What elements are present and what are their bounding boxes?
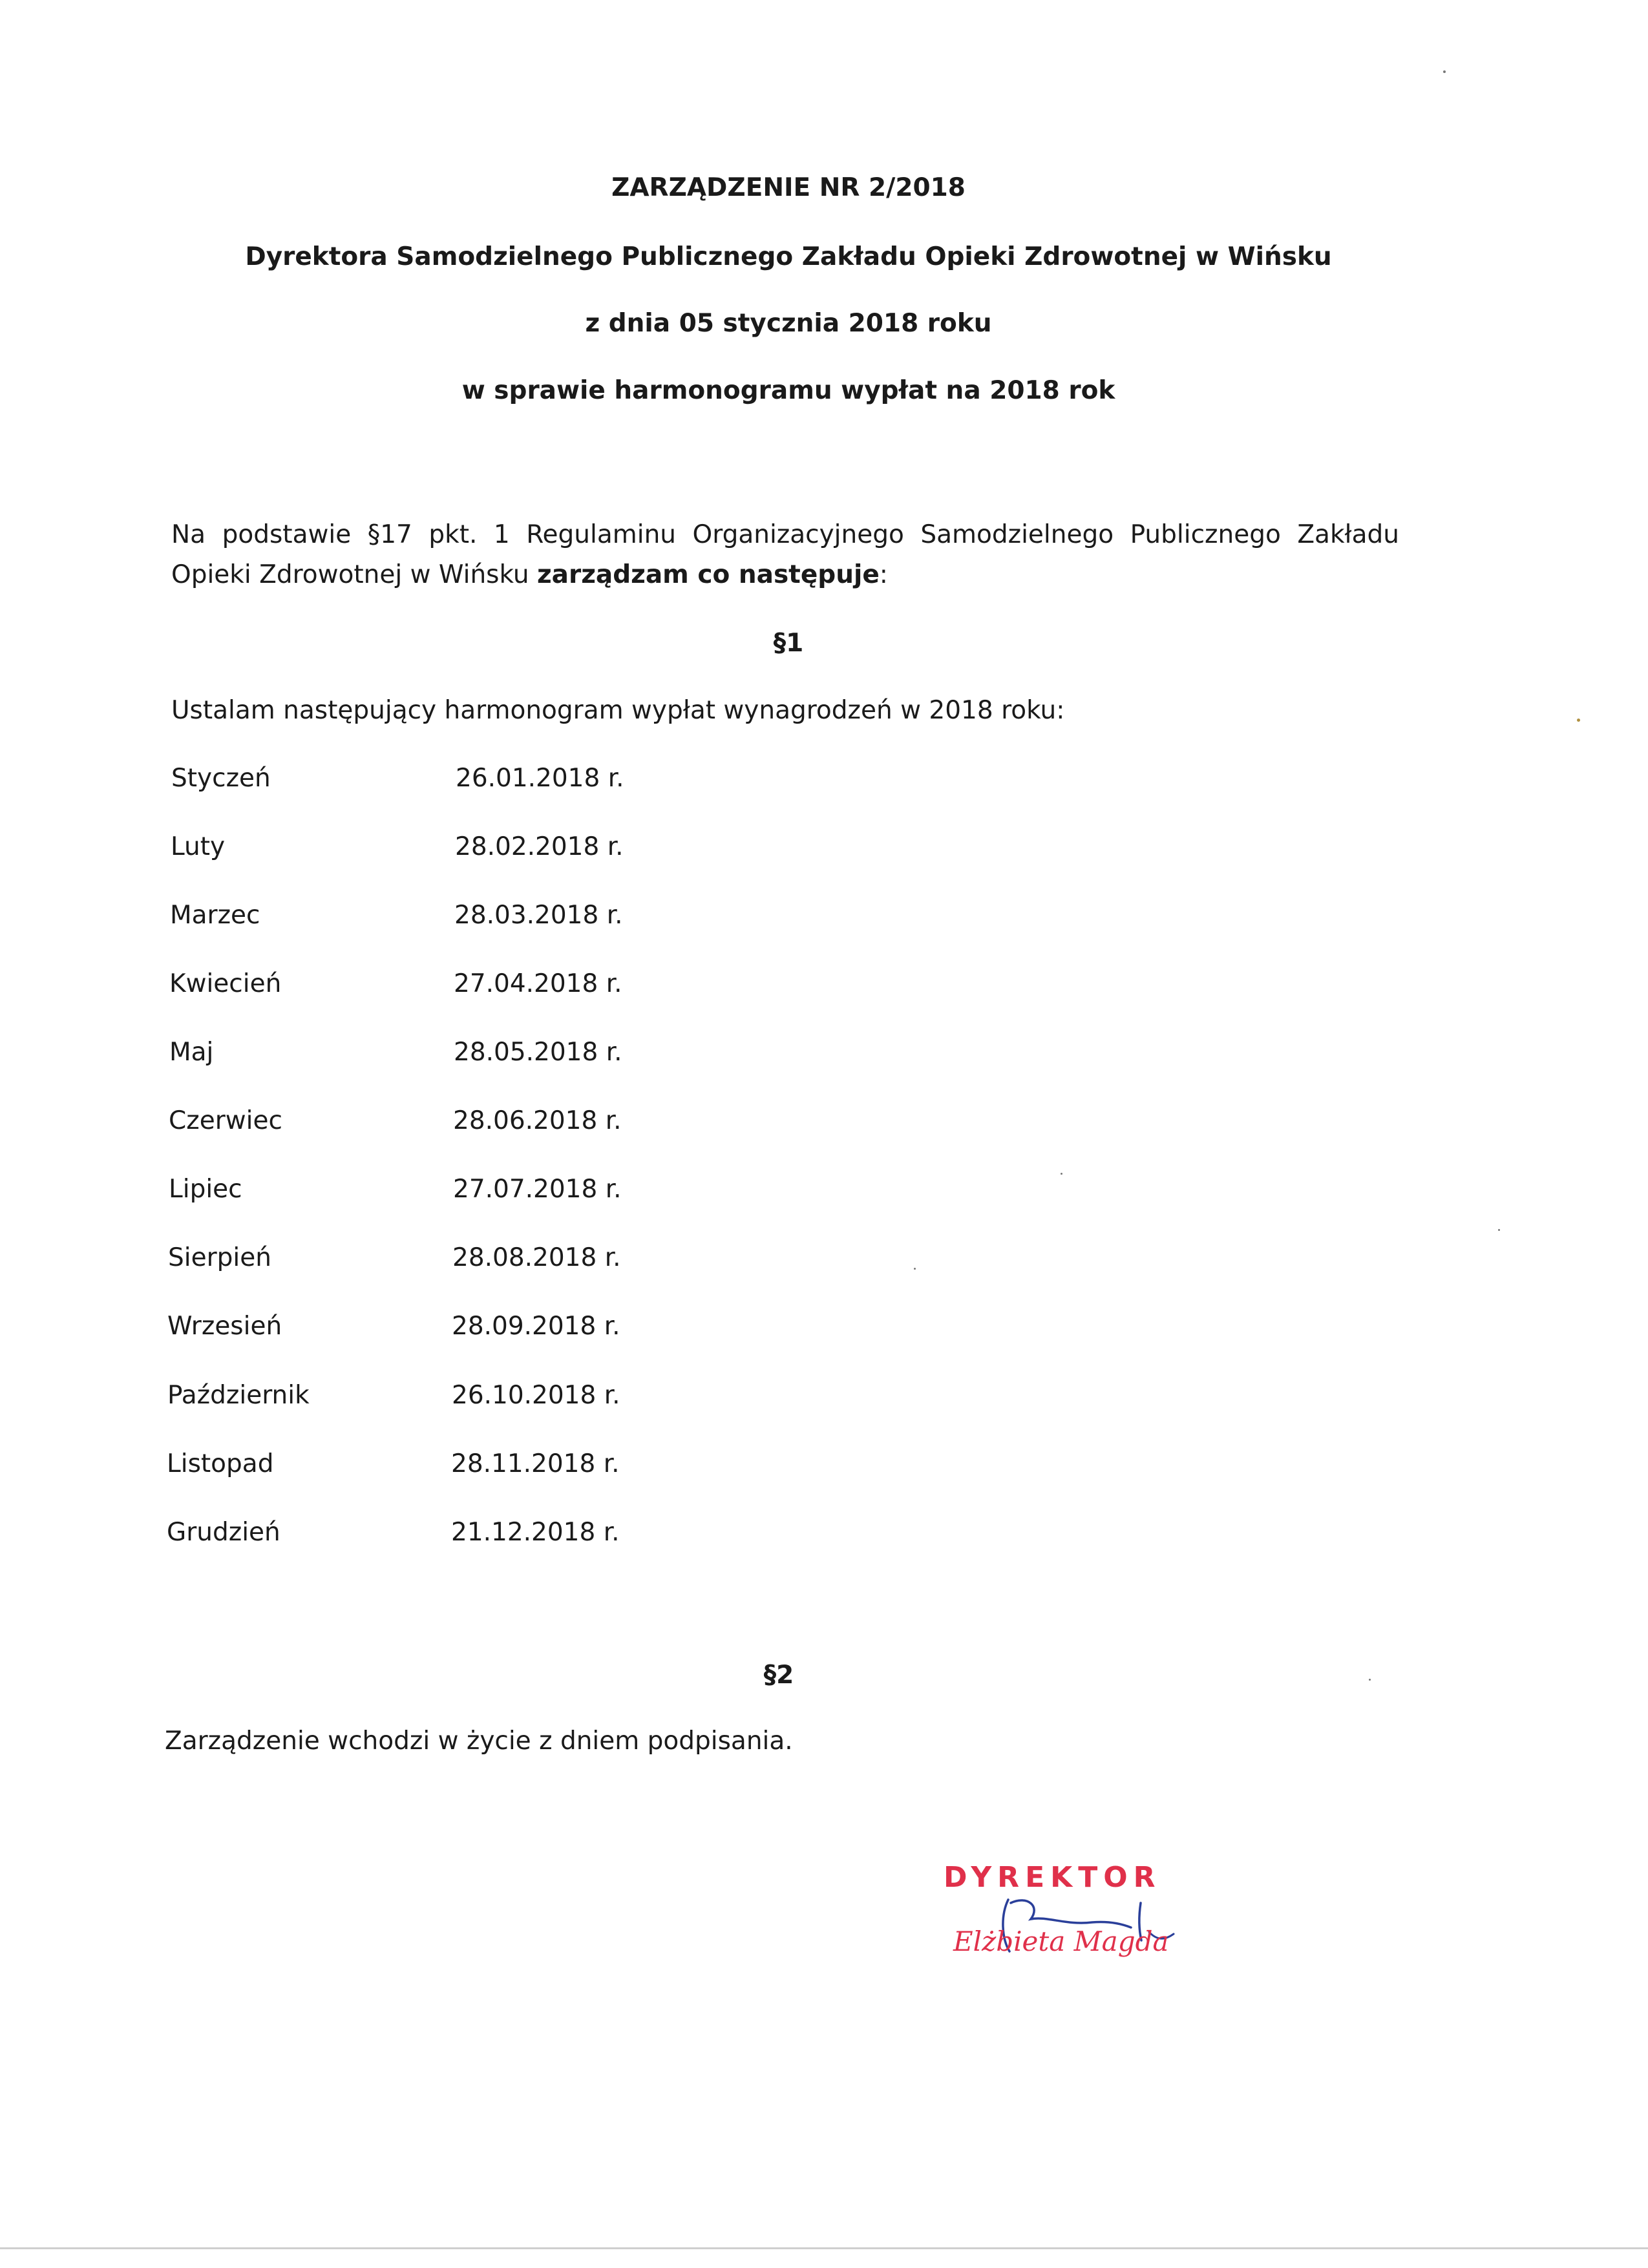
schedule-row xyxy=(169,1106,944,1145)
preamble-text: Na podstawie §17 pkt. 1 Regulaminu Organizacyjnego Samodzielnego Publicznego Zakładu Opieki Zdrowotnej w Wińsku xyxy=(171,520,1399,589)
schedule-month: Sierpień xyxy=(168,1243,271,1272)
schedule-month: Grudzień xyxy=(167,1518,280,1547)
director-stamp xyxy=(931,1861,1228,1984)
schedule-row xyxy=(169,1038,945,1076)
schedule-date: 28.02.2018 r. xyxy=(455,832,624,861)
schedule-date: 27.04.2018 r. xyxy=(454,969,622,998)
schedule-month: Maj xyxy=(169,1038,214,1067)
schedule-row xyxy=(167,1381,943,1420)
schedule-row xyxy=(169,1175,944,1213)
schedule-month: Listopad xyxy=(167,1449,274,1478)
schedule-row xyxy=(171,764,947,803)
scan-speck xyxy=(1369,1679,1371,1681)
schedule-row xyxy=(167,1312,943,1350)
schedule-date: 28.03.2018 r. xyxy=(454,901,623,930)
schedule-date: 21.12.2018 r. xyxy=(451,1518,620,1547)
preamble-bold: zarządzam co następuje xyxy=(536,560,880,589)
schedule-date: 26.01.2018 r. xyxy=(456,764,624,793)
order-issuer: Dyrektora Samodzielnego Publicznego Zakładu Opieki Zdrowotnej w Wińsku xyxy=(245,242,1332,271)
schedule-date: 28.05.2018 r. xyxy=(454,1038,622,1067)
schedule-date: 28.11.2018 r. xyxy=(451,1449,620,1478)
schedule-date: 26.10.2018 r. xyxy=(452,1381,620,1410)
order-subject: w sprawie harmonogramu wypłat na 2018 rok xyxy=(461,376,1115,405)
stamp-title: DYREKTOR xyxy=(944,1861,1161,1894)
schedule-month: Luty xyxy=(171,832,226,861)
section-2-text: Zarządzenie wchodzi w życie z dniem podpisania. xyxy=(165,1727,793,1756)
schedule-row xyxy=(167,1518,942,1557)
schedule-month: Lipiec xyxy=(169,1175,242,1204)
schedule-month: Czerwiec xyxy=(169,1106,282,1135)
schedule-month: Wrzesień xyxy=(167,1312,282,1341)
section-2-heading: §2 xyxy=(763,1661,794,1690)
stamp-name: Elżbieta Magda xyxy=(953,1926,1169,1957)
scan-speck xyxy=(1061,1173,1062,1175)
schedule-date: 28.08.2018 r. xyxy=(452,1243,621,1272)
scan-edge-line xyxy=(0,2247,1648,2249)
schedule-date: 27.07.2018 r. xyxy=(453,1175,622,1204)
order-title: ZARZĄDZENIE NR 2/2018 xyxy=(611,173,966,202)
scan-speck xyxy=(914,1268,916,1270)
schedule-row xyxy=(169,969,945,1008)
schedule-row xyxy=(167,1449,942,1488)
scan-speck xyxy=(1443,70,1446,73)
scan-speck xyxy=(1498,1229,1500,1231)
schedule-month: Styczeń xyxy=(171,764,271,793)
schedule-row xyxy=(170,901,945,940)
schedule-row xyxy=(171,832,946,871)
scan-speck xyxy=(1577,719,1580,722)
schedule-row xyxy=(168,1243,944,1282)
preamble-paragraph xyxy=(171,515,1399,595)
section-1-intro: Ustalam następujący harmonogram wypłat wynagrodzeń w 2018 roku: xyxy=(171,696,1065,725)
schedule-month: Kwiecień xyxy=(169,969,282,998)
schedule-date: 28.09.2018 r. xyxy=(452,1312,620,1341)
section-1-heading: §1 xyxy=(773,629,804,658)
preamble-end: : xyxy=(879,560,888,589)
schedule-date: 28.06.2018 r. xyxy=(453,1106,622,1135)
schedule-month: Październik xyxy=(167,1381,310,1410)
schedule-month: Marzec xyxy=(170,901,260,930)
order-date: z dnia 05 stycznia 2018 roku xyxy=(585,309,992,338)
